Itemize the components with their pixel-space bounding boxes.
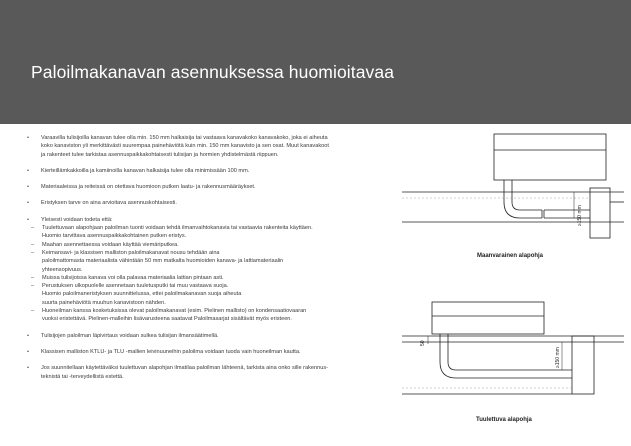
- page-title: Paloilmakanavan asennuksessa huomioitavaa: [31, 62, 395, 82]
- sub-item: – Muissa tulisijoissa kanava voi olla palavaa materiaalia lattian pintaan asti.: [26, 274, 398, 282]
- list-item: • Varaavilla tulisijoilla kanavan tulee olla min. 150 mm halkaisija tai vastaava kanavakoko kanavakoko, joka ei aiheuta koko kanaviston yli merkittävästi suurempaa painehäviötä kuin min. 150 mm kanavisto ja sen osat. Muut kanavakoot ja rakenteet tulee tarkistaa asennuspaikkakohtaisesti tulisijan ja hormien yhdistelmästä riippuen.: [26, 134, 398, 159]
- sub-item: – Tuulettuvaan alapohjaan paloilman tuonti voidaan tehdä ilmanvaihtokanavia tai vastaavia rakenteita käyttäen. Huomio tarvittava asennuspaikkakohtainen putken eristys.: [26, 224, 398, 241]
- sub-item: – Perustuksen ulkopuolelle asennetaan tuuletusputki tai muu vastaava suoja. Huomio paloilmaneristyksen suunnittelussa, ettei paloilmakanavan suoja aiheuta suurta painehäviötä muuhun kanavistoon nähden.: [26, 282, 398, 307]
- list-item: • Eristyksen tarve on aina arvioitava asennuskohtaisesti.: [26, 199, 398, 207]
- list-item: • Materiaaleissa ja reiteissä on otettava huomioon putken laatu- ja rakennusmääräykset.: [26, 183, 398, 191]
- diagram-caption: Maanvarainen alapohja: [477, 253, 544, 259]
- list-item: • Klassisen malliston KTLU- ja TLU -mallien leivinuuneihin paloilma voidaan tuoda vain huoneilman kautta.: [26, 348, 398, 356]
- dimension-label: ≥150 mm: [577, 205, 583, 226]
- sub-item: – Keimansavi- ja klassisen malliston paloilmakanavat nousu tehdään aina paloilmattomasta materiaalista vähintään 50 mm matkalta huomioiden kanava- ja lattiamateriaalin yhteensopivuus.: [26, 249, 398, 274]
- list-item: • Yleisesti voidaan todeta että:: [26, 216, 398, 224]
- sub-item: – Huoneilman kanssa kosketuksissa olevat paloilmakanavat (esim. Pielinen mallisto) on kondensaatiovaaran vuoksi eristettävä. Pielinen-malleihin lisävarusteena saatavat Paloilmasarjat sisältävät myös eristeen.: [26, 307, 398, 324]
- list-item: • Kierteillämkakkoilla ja kamiinoilla kanavan halkaisija tulee olla minimissään 100 mm.: [26, 167, 398, 175]
- sub-item: – Maahan asennettaessa voidaan käyttää viemäriputkea.: [26, 241, 398, 249]
- list-item: • Tulisijojen paloilman läpivirtaus voidaan sulkea tulisijan ilmansäätimellä.: [26, 332, 398, 340]
- ventilated-floor-diagram: [402, 300, 624, 400]
- slab-on-ground-diagram: [402, 130, 624, 248]
- list-item: • Jos suunnitellaan käytettäväksi tuulettuvan alapohjan ilmatilaa paloilman lähteenä, tarkista aina onko sille rakennus- teknistä tai -terveydellistä estettä.: [26, 364, 398, 381]
- title-banner: [0, 0, 631, 124]
- diagram-caption: Tuulettuva alapohja: [476, 417, 532, 423]
- bullet-list: [26, 134, 398, 381]
- dimension-label: 50: [420, 340, 426, 346]
- dimension-label: ≥150 mm: [555, 347, 561, 368]
